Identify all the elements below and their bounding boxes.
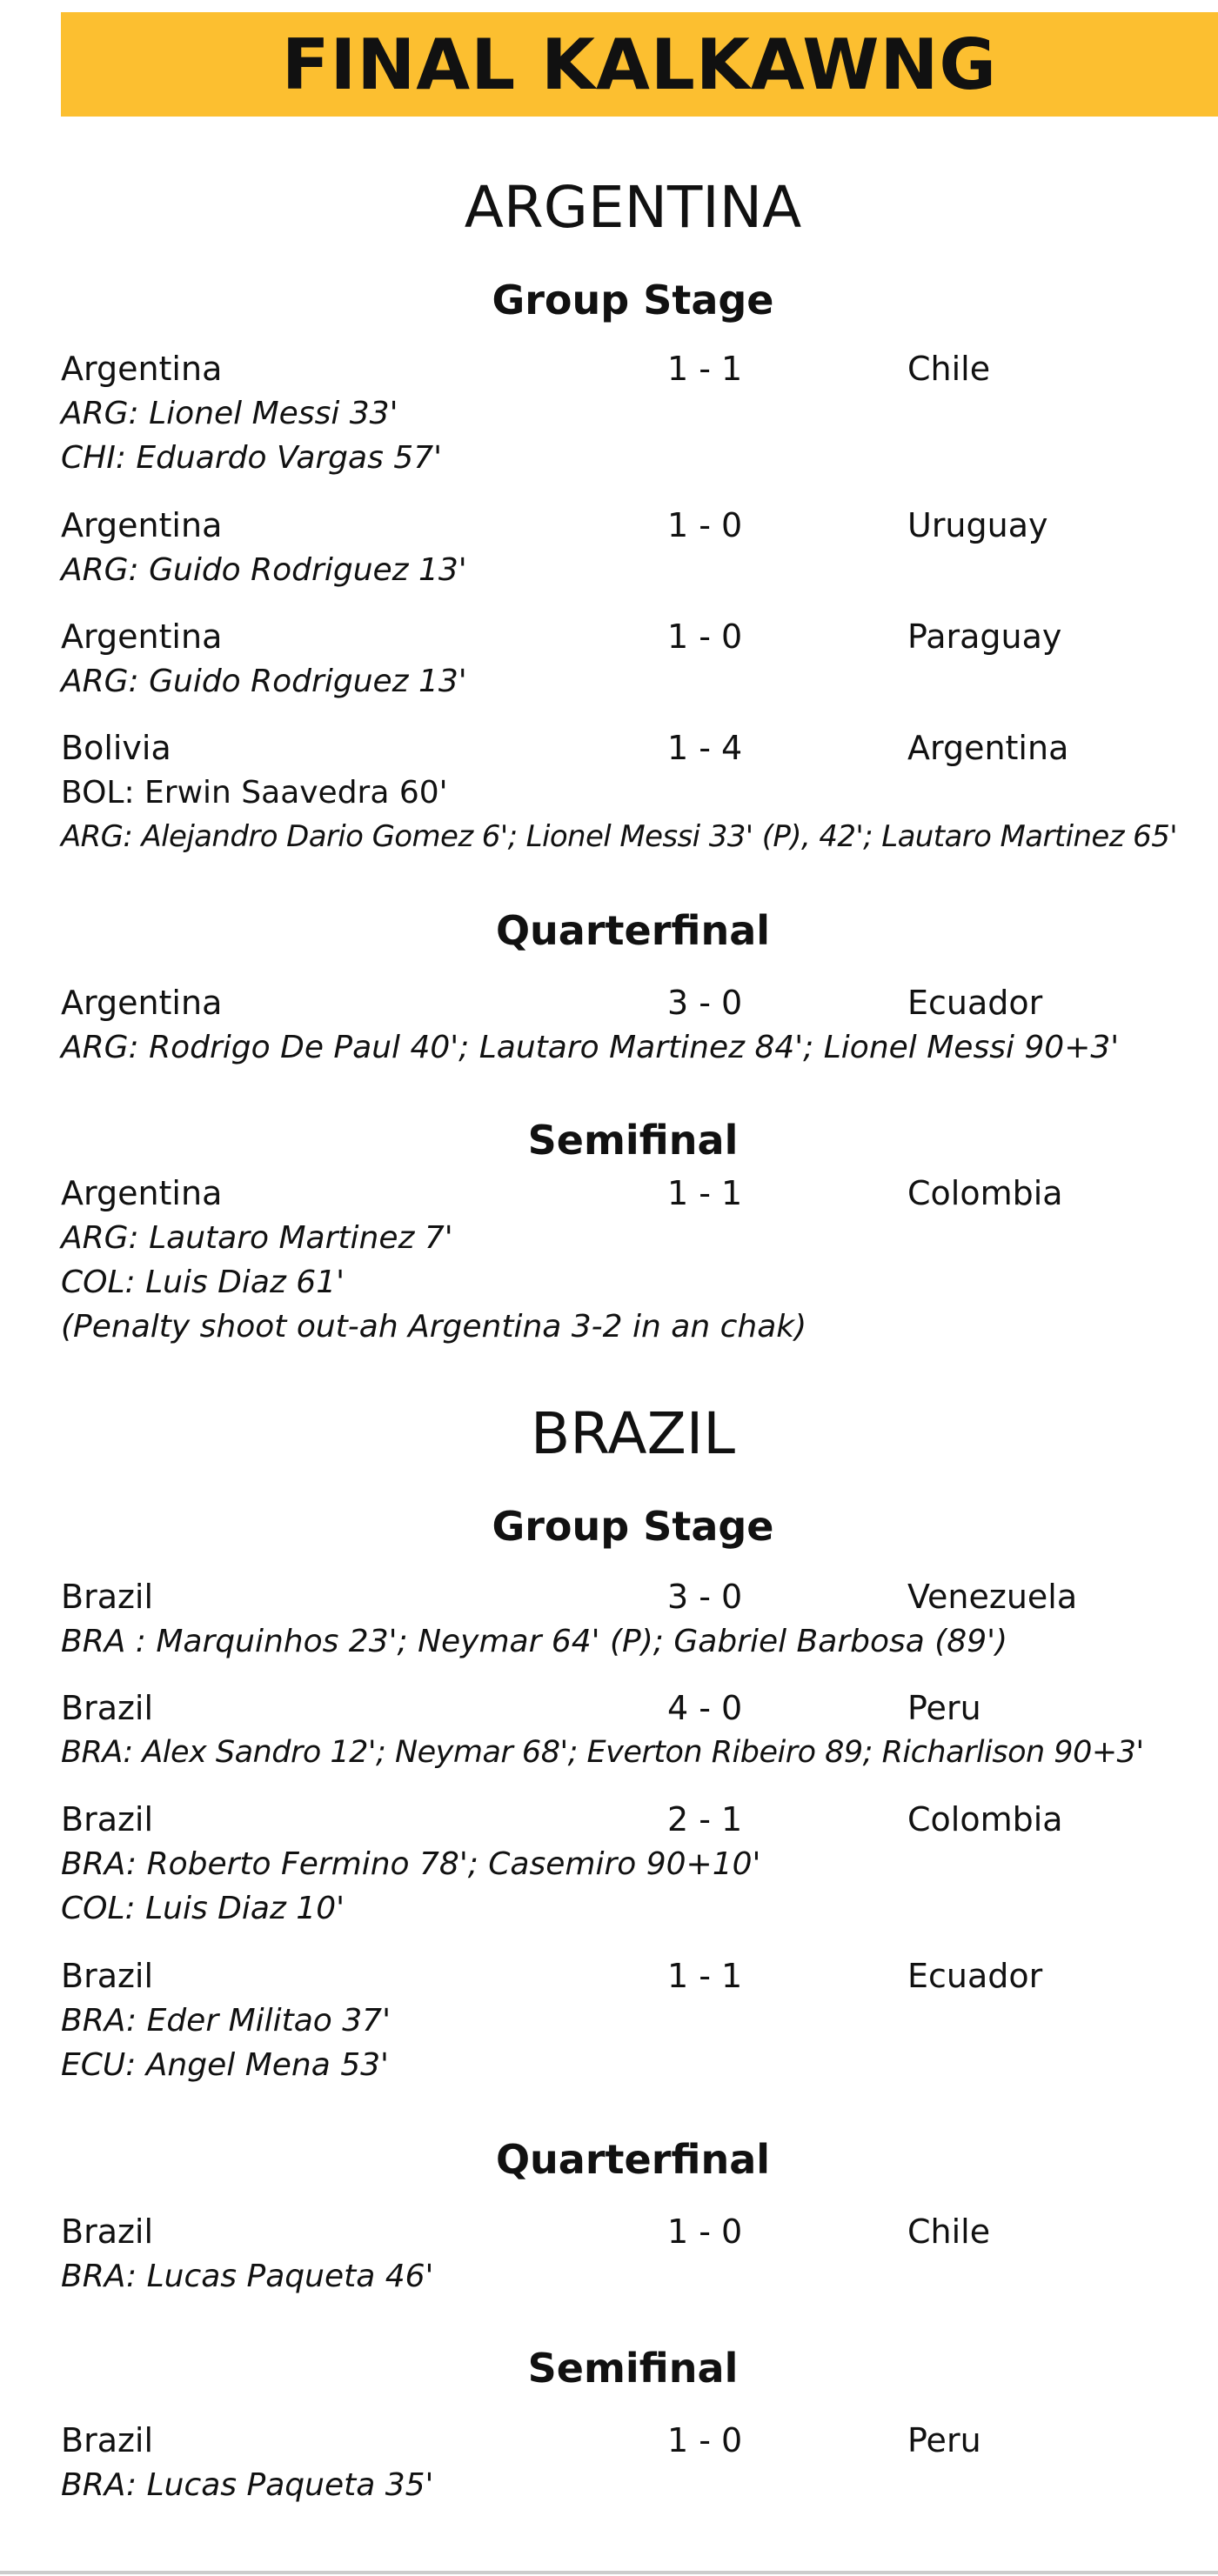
match-argentina-colombia: [61, 1171, 1218, 1349]
away-team: Colombia: [907, 1800, 1063, 1839]
scorer-line: COL: Luis Diaz 61': [61, 1265, 345, 1300]
match-score: 1 - 1: [667, 350, 743, 388]
match-brazil-peru-semifinal: [61, 2418, 1218, 2507]
match-score: 3 - 0: [667, 984, 743, 1022]
match-score: 1 - 1: [667, 1174, 743, 1212]
match-argentina-chile: [61, 346, 1218, 480]
away-team: Chile: [907, 350, 991, 388]
away-team: Venezuela: [907, 1578, 1078, 1616]
stage-heading-argentina-semifinal: Semifinal: [527, 1117, 739, 1164]
stage-heading-brazil-quarterfinal: Quarterfinal: [495, 2136, 771, 2183]
scorer-line: ARG: Alejandro Dario Gomez 6'; Lionel Messi 33' (P), 42'; Lautaro Martinez 65': [61, 819, 1177, 854]
match-row: [61, 1574, 1218, 1619]
match-argentina-paraguay: [61, 614, 1218, 704]
page-title: FINAL KALKAWNG: [281, 23, 998, 105]
scorer-line: ARG: Guido Rodriguez 13': [61, 664, 467, 699]
title-banner: [61, 12, 1218, 117]
away-team: Uruguay: [907, 506, 1048, 544]
stage-heading-argentina-group: Group Stage: [492, 277, 774, 324]
scorer-line: BRA: Alex Sandro 12'; Neymar 68'; Everton Ribeiro 89; Richarlison 90+3': [61, 1735, 1144, 1770]
away-team: Colombia: [907, 1174, 1063, 1212]
home-team: Brazil: [61, 1957, 154, 1995]
scorer-line: ARG: Rodrigo De Paul 40'; Lautaro Martinez 84'; Lionel Messi 90+3': [61, 1030, 1120, 1065]
match-row: [61, 1797, 1218, 1842]
match-argentina-uruguay: [61, 503, 1218, 592]
match-brazil-colombia: [61, 1797, 1218, 1931]
scorer-line: (Penalty shoot out-ah Argentina 3-2 in an chak): [61, 1309, 807, 1345]
away-team: Ecuador: [907, 1957, 1043, 1995]
scorer-line: CHI: Eduardo Vargas 57': [61, 440, 442, 476]
scorer-line: ECU: Angel Mena 53': [61, 2047, 389, 2083]
match-score: 1 - 0: [667, 617, 743, 656]
match-score: 4 - 0: [667, 1689, 743, 1727]
stage-heading-argentina-quarterfinal: Quarterfinal: [495, 907, 771, 954]
match-argentina-ecuador: [61, 980, 1218, 1070]
away-team: Argentina: [907, 729, 1069, 767]
away-team: Paraguay: [907, 617, 1062, 656]
scorer-line: COL: Luis Diaz 10': [61, 1891, 345, 1926]
match-score: 1 - 4: [667, 729, 743, 767]
match-row: [61, 503, 1218, 548]
home-team: Bolivia: [61, 729, 171, 767]
scorer-line: BRA : Marquinhos 23'; Neymar 64' (P); Gabriel Barbosa (89'): [61, 1624, 1008, 1659]
scorer-line: BRA: Lucas Paqueta 35': [61, 2467, 434, 2503]
match-brazil-chile: [61, 2209, 1218, 2299]
match-score: 1 - 0: [667, 506, 743, 544]
home-team: Brazil: [61, 1689, 154, 1727]
scorer-line: BRA: Eder Militao 37': [61, 2003, 391, 2039]
away-team: Ecuador: [907, 984, 1043, 1022]
match-row: [61, 614, 1218, 659]
stage-heading-brazil-group: Group Stage: [492, 1503, 774, 1550]
match-brazil-ecuador: [61, 1953, 1218, 2087]
scorer-line: BRA: Lucas Paqueta 46': [61, 2259, 434, 2294]
match-row: [61, 1685, 1218, 1731]
team-heading-argentina: ARGENTINA: [464, 174, 802, 241]
match-row: [61, 346, 1218, 391]
match-row: [61, 725, 1218, 771]
scorer-line: ARG: Lautaro Martinez 7': [61, 1220, 453, 1256]
stage-heading-brazil-semifinal: Semifinal: [527, 2345, 739, 2392]
away-team: Peru: [907, 1689, 981, 1727]
home-team: Brazil: [61, 2212, 154, 2251]
match-score: 1 - 1: [667, 1957, 743, 1995]
scorer-line: ARG: Guido Rodriguez 13': [61, 552, 467, 588]
home-team: Brazil: [61, 2421, 154, 2459]
match-brazil-venezuela: [61, 1574, 1218, 1664]
match-row: [61, 1953, 1218, 1999]
scorer-line: BOL: Erwin Saavedra 60': [61, 775, 448, 811]
scorer-line: ARG: Lionel Messi 33': [61, 396, 398, 431]
scorer-line: BRA: Roberto Fermino 78'; Casemiro 90+10': [61, 1846, 761, 1882]
home-team: Brazil: [61, 1800, 154, 1839]
match-brazil-peru: [61, 1685, 1218, 1775]
home-team: Argentina: [61, 984, 223, 1022]
home-team: Argentina: [61, 350, 223, 388]
away-team: Chile: [907, 2212, 991, 2251]
bottom-divider: [0, 2571, 1218, 2574]
match-row: [61, 1171, 1218, 1216]
away-team: Peru: [907, 2421, 981, 2459]
home-team: Argentina: [61, 617, 223, 656]
match-score: 2 - 1: [667, 1800, 743, 1839]
home-team: Argentina: [61, 506, 223, 544]
match-score: 1 - 0: [667, 2421, 743, 2459]
match-row: [61, 980, 1218, 1025]
match-row: [61, 2418, 1218, 2463]
home-team: Argentina: [61, 1174, 223, 1212]
match-row: [61, 2209, 1218, 2254]
match-score: 1 - 0: [667, 2212, 743, 2251]
match-score: 3 - 0: [667, 1578, 743, 1616]
home-team: Brazil: [61, 1578, 154, 1616]
team-heading-brazil: BRAZIL: [530, 1400, 736, 1467]
match-bolivia-argentina: [61, 725, 1218, 859]
